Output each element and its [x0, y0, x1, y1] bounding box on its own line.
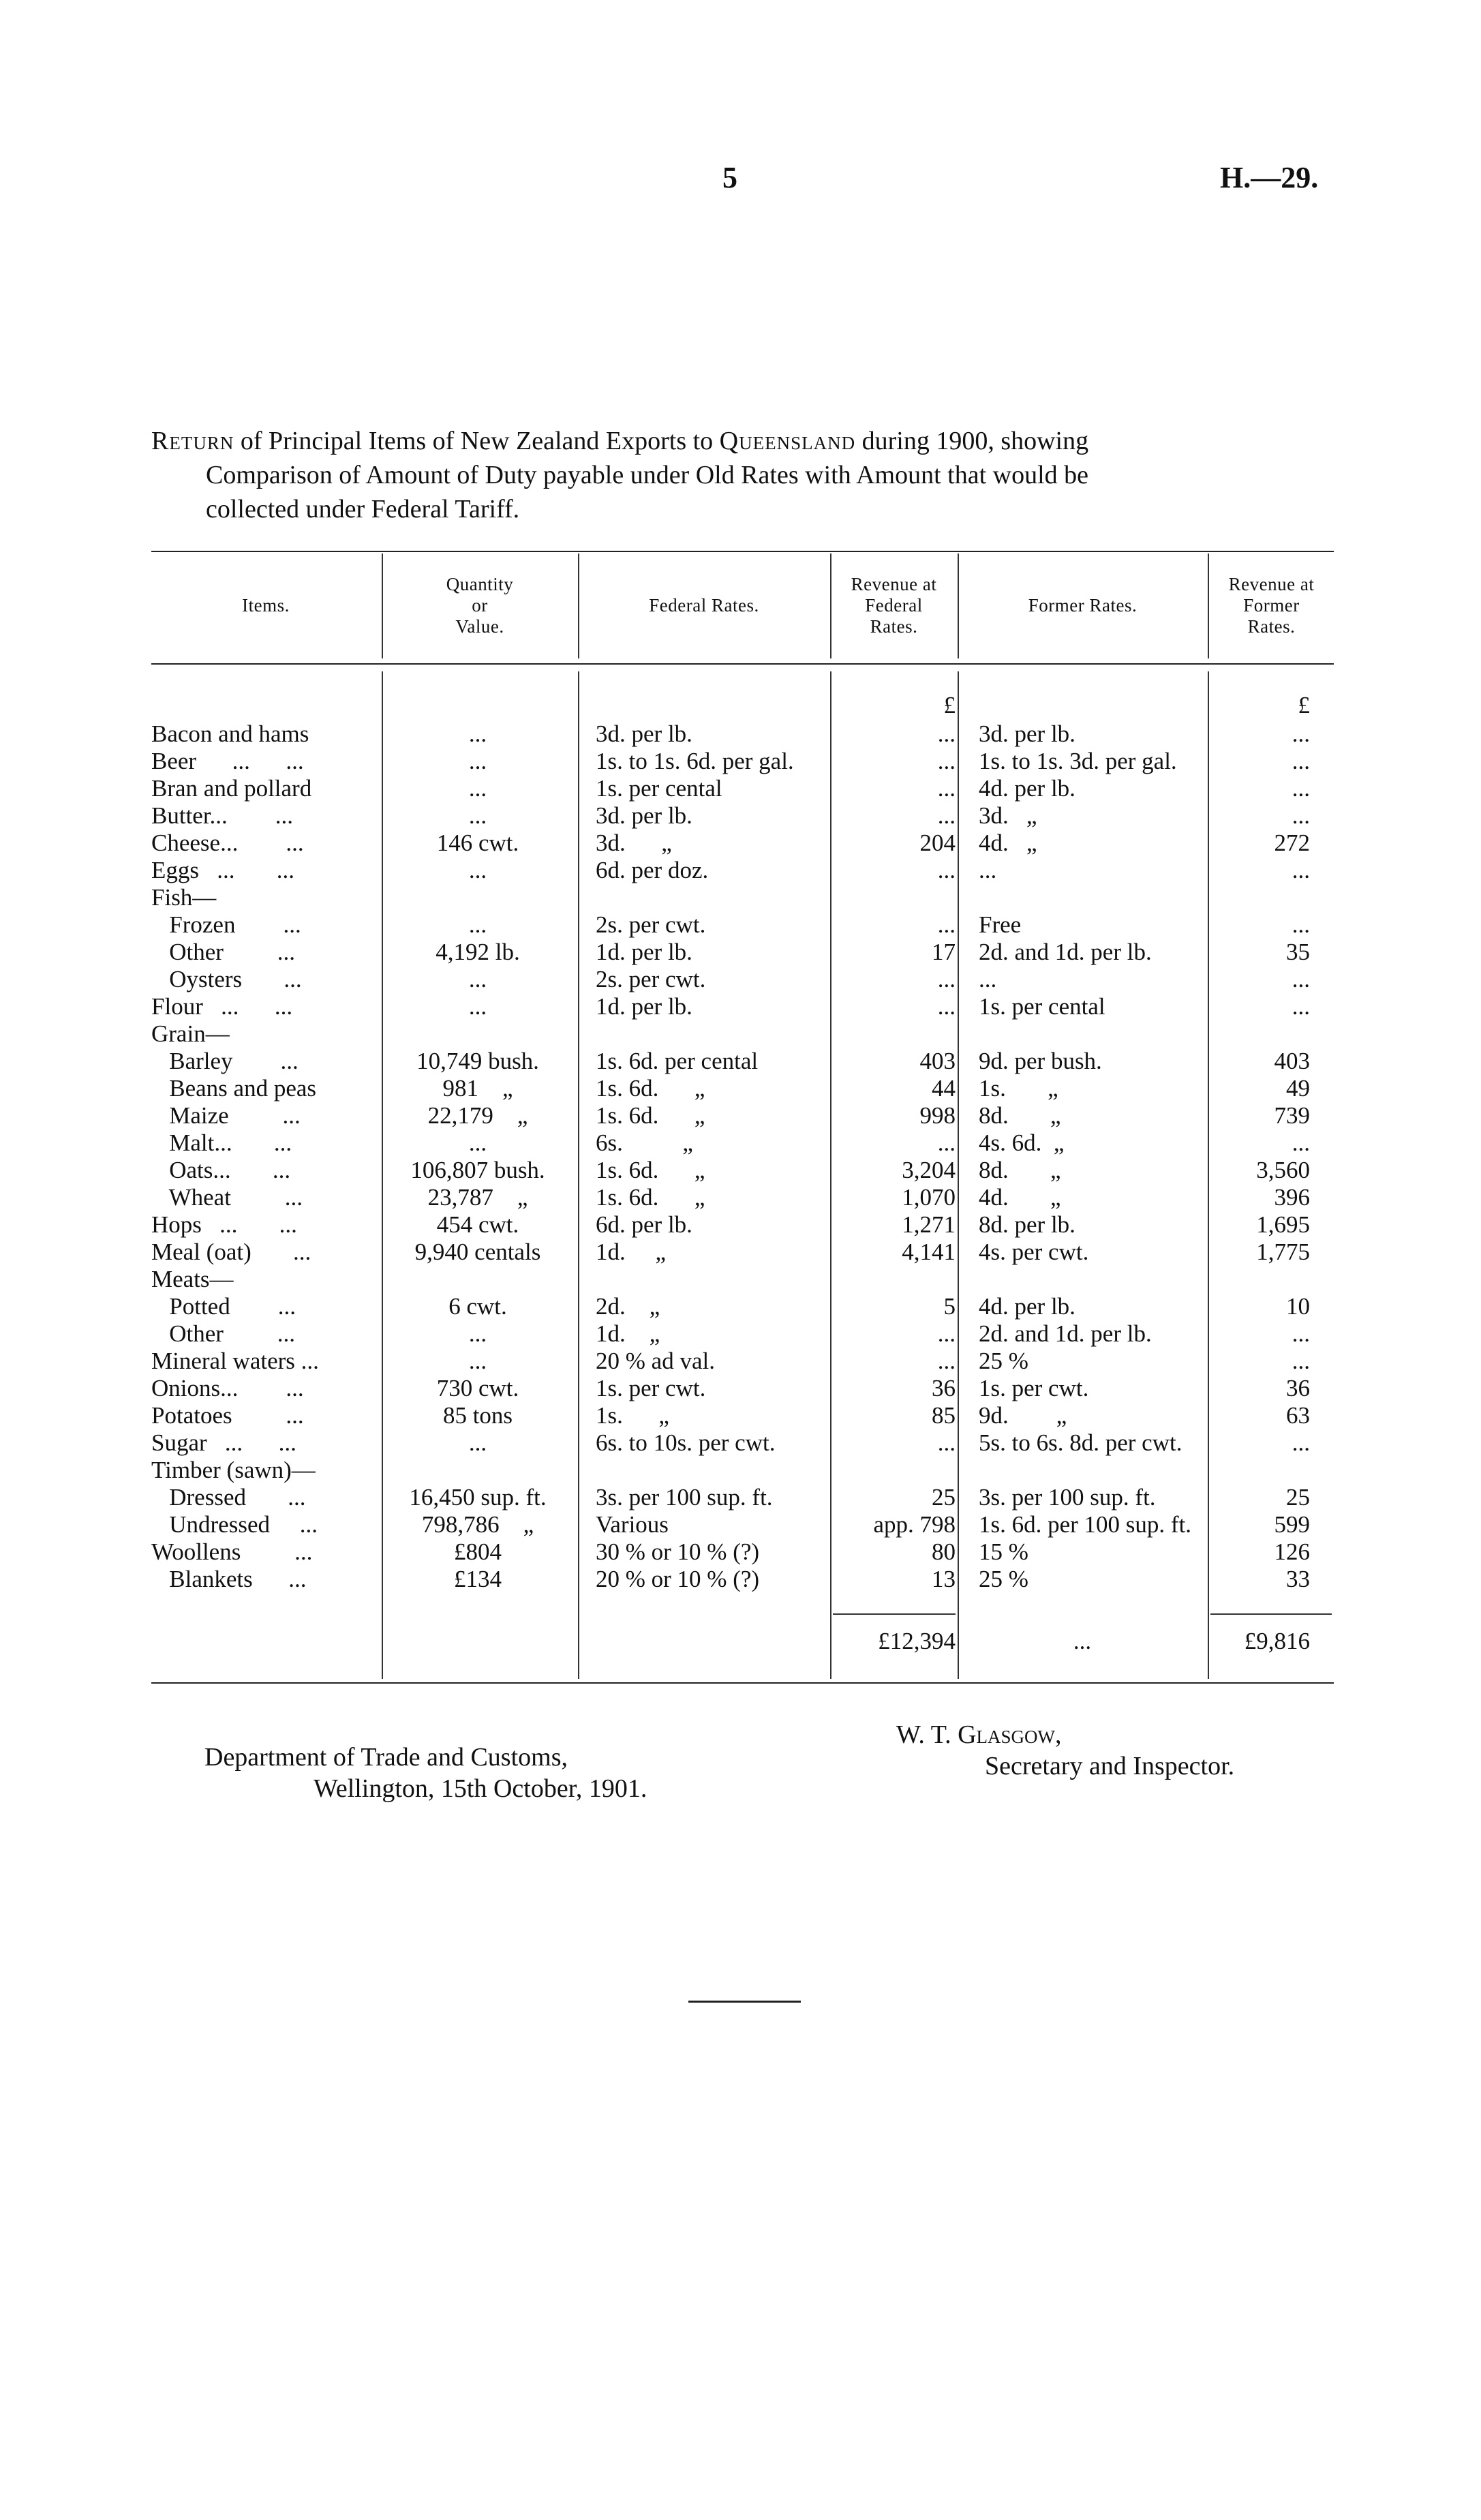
- cell-quantity: ...: [468, 857, 487, 883]
- cell-former-rate: 4d. „: [979, 830, 1037, 856]
- cell-federal-rate: 3d. per lb.: [596, 802, 692, 829]
- table-caption: [151, 424, 1334, 526]
- cell-item: Meats—: [151, 1266, 234, 1292]
- cell-revenue-federal: [831, 884, 956, 911]
- cell-former-rate: 8d. per lb.: [979, 1211, 1075, 1238]
- cell-item: Blankets ...: [151, 1566, 307, 1592]
- place-date-line: Wellington, 15th October, 1901.: [314, 1774, 647, 1803]
- cell-quantity: 16,450 sup. ft.: [409, 1484, 547, 1511]
- cell-quantity: 798,786 „: [421, 1511, 534, 1538]
- caption-destination: Queensland: [719, 427, 856, 455]
- cell-revenue-former: ...: [1292, 1429, 1310, 1456]
- cell-former-rate: [962, 884, 1219, 911]
- signature-block: [896, 1719, 1234, 1782]
- cell-former-rate: Free: [979, 911, 1022, 938]
- cell-former-rate: 1s. per cental: [979, 993, 1105, 1020]
- signatory-title: Secretary and Inspector.: [985, 1752, 1235, 1780]
- column-header-items: Items.: [242, 594, 290, 616]
- cell-former-rate: 25 %: [979, 1566, 1028, 1592]
- cell-item: Maize ...: [151, 1102, 301, 1129]
- cell-revenue-former: ...: [1292, 1348, 1310, 1374]
- cell-quantity: [383, 1266, 572, 1293]
- cell-item: Flour ... ...: [151, 993, 293, 1020]
- cell-federal-rate: 1s. 6d. „: [596, 1075, 705, 1102]
- cell-federal-rate: 1s. 6d. „: [596, 1157, 705, 1183]
- caption-text-2: during 1900, showing: [855, 427, 1089, 455]
- department-block: [204, 1742, 647, 1804]
- cell-quantity: 23,787 „: [427, 1184, 528, 1211]
- caption-lead: Return: [151, 427, 234, 455]
- cell-former-rate: 3s. per 100 sup. ft.: [979, 1484, 1156, 1511]
- cell-item: Fish—: [151, 884, 217, 911]
- cell-item: Beans and peas: [151, 1075, 317, 1102]
- cell-quantity: £134: [454, 1566, 502, 1592]
- cell-former-rate: 1s. „: [979, 1075, 1058, 1102]
- cell-former-rate: 9d. „: [979, 1402, 1067, 1429]
- cell-revenue-federal: 25: [932, 1484, 956, 1511]
- column-header-quantity: Quantity or Value.: [446, 573, 514, 637]
- cell-revenue-former: 35: [1286, 939, 1310, 965]
- cell-revenue-federal: ...: [937, 966, 956, 992]
- cell-federal-rate: 1s. to 1s. 6d. per gal.: [596, 748, 794, 774]
- cell-federal-rate: 1s. per cwt.: [596, 1375, 706, 1401]
- cell-revenue-former: ...: [1292, 720, 1310, 747]
- cell-former-rate: 4s. 6d. „: [979, 1129, 1065, 1156]
- cell-former-rate: 4d. per lb.: [979, 775, 1075, 802]
- cell-revenue-federal: 36: [932, 1375, 956, 1401]
- cell-item: Barley ...: [151, 1048, 299, 1074]
- cell-item: Eggs ... ...: [151, 857, 294, 883]
- cell-federal-rate: [579, 1020, 841, 1048]
- cell-item: Onions... ...: [151, 1375, 304, 1401]
- currency-symbol: £: [943, 692, 956, 718]
- cell-item: Frozen ...: [151, 911, 301, 938]
- cell-federal-rate: [579, 1266, 841, 1293]
- cell-federal-rate: 3d. „: [596, 830, 672, 856]
- cell-federal-rate: 30 % or 10 % (?): [596, 1538, 760, 1565]
- cell-item: Mineral waters ...: [151, 1348, 319, 1374]
- total-rule: [1210, 1613, 1332, 1615]
- cell-quantity: 10,749 bush.: [416, 1048, 539, 1074]
- cell-federal-rate: 3s. per 100 sup. ft.: [596, 1484, 773, 1511]
- cell-federal-rate: 6d. per lb.: [596, 1211, 692, 1238]
- cell-federal-rate: 1d. „: [596, 1320, 660, 1347]
- cell-item: Potatoes ...: [151, 1402, 304, 1429]
- cell-federal-rate: 2s. per cwt.: [596, 911, 706, 938]
- cell-quantity: ...: [468, 1320, 487, 1347]
- cell-federal-rate: 2d. „: [596, 1293, 660, 1320]
- cell-federal-rate: 1d. per lb.: [596, 939, 692, 965]
- cell-revenue-former: 10: [1286, 1293, 1310, 1320]
- cell-quantity: ...: [468, 748, 487, 774]
- cell-former-rate: 15 %: [979, 1538, 1028, 1565]
- cell-revenue-former: ...: [1292, 775, 1310, 802]
- cell-federal-rate: 1s. 6d. per cental: [596, 1048, 759, 1074]
- cell-item: Oats... ...: [151, 1157, 291, 1183]
- cell-revenue-federal: ...: [937, 1348, 956, 1374]
- cell-quantity: ...: [468, 775, 487, 802]
- cell-item: Bacon and hams: [151, 720, 309, 747]
- cell-revenue-former: [1210, 1020, 1310, 1048]
- cell-item: Sugar ... ...: [151, 1429, 296, 1456]
- cell-revenue-former: ...: [1292, 993, 1310, 1020]
- cell-federal-rate: [579, 884, 841, 911]
- cell-quantity: 9,940 centals: [414, 1239, 541, 1265]
- cell-revenue-former: ...: [1292, 802, 1310, 829]
- cell-revenue-federal: ...: [937, 911, 956, 938]
- cell-revenue-federal: 403: [919, 1048, 956, 1074]
- cell-quantity: ...: [468, 993, 487, 1020]
- cell-former-rate: 4s. per cwt.: [979, 1239, 1089, 1265]
- cell-revenue-former: [1210, 1457, 1310, 1484]
- cell-item: Undressed ...: [151, 1511, 318, 1538]
- cell-quantity: 4,192 lb.: [436, 939, 520, 965]
- cell-item: Hops ... ...: [151, 1211, 297, 1238]
- closing-rule: [688, 2001, 801, 2003]
- cell-revenue-federal: 204: [919, 830, 956, 856]
- cell-revenue-former: 403: [1274, 1048, 1310, 1074]
- cell-quantity: ...: [468, 966, 487, 992]
- column-header-revenue-federal: Revenue at Federal Rates.: [851, 573, 937, 637]
- cell-revenue-federal: 13: [932, 1566, 956, 1592]
- cell-revenue-former: ...: [1292, 1129, 1310, 1156]
- cell-revenue-federal: [831, 1457, 956, 1484]
- cell-revenue-federal: [831, 1266, 956, 1293]
- cell-former-rate: [962, 1457, 1219, 1484]
- cell-revenue-federal: ...: [937, 802, 956, 829]
- cell-revenue-former: [1210, 1266, 1310, 1293]
- cell-revenue-former: ...: [1292, 857, 1310, 883]
- cell-item: Butter... ...: [151, 802, 294, 829]
- cell-item: Other ...: [151, 1320, 295, 1347]
- cell-quantity: 146 cwt.: [436, 830, 519, 856]
- signatory-name: W. T. Glasgow,: [896, 1720, 1062, 1749]
- cell-former-rate: 9d. per bush.: [979, 1048, 1102, 1074]
- cell-item: Beer ... ...: [151, 748, 304, 774]
- currency-symbol: £: [1298, 692, 1310, 718]
- cell-revenue-former: 3,560: [1256, 1157, 1310, 1183]
- cell-former-rate: [962, 1020, 1219, 1048]
- cell-revenue-federal: 3,204: [902, 1157, 956, 1183]
- cell-quantity: ...: [468, 720, 487, 747]
- cell-revenue-federal: ...: [937, 1129, 956, 1156]
- cell-former-rate: 5s. to 6s. 8d. per cwt.: [979, 1429, 1182, 1456]
- cell-quantity: ...: [468, 1348, 487, 1374]
- cell-revenue-federal: 998: [919, 1102, 956, 1129]
- cell-former-rate: 1s. per cwt.: [979, 1375, 1089, 1401]
- cell-quantity: 6 cwt.: [448, 1293, 507, 1320]
- cell-former-rate: ...: [979, 966, 997, 992]
- cell-revenue-former: 33: [1286, 1566, 1310, 1592]
- cell-revenue-former: ...: [1292, 966, 1310, 992]
- cell-quantity: 22,179 „: [427, 1102, 528, 1129]
- cell-revenue-former: 1,775: [1256, 1239, 1310, 1265]
- cell-former-rate: ...: [979, 857, 997, 883]
- cell-quantity: [383, 1457, 572, 1484]
- cell-revenue-former: ...: [1292, 748, 1310, 774]
- page-number: 5: [722, 161, 737, 194]
- cell-revenue-former: 25: [1286, 1484, 1310, 1511]
- cell-revenue-former: 49: [1286, 1075, 1310, 1102]
- cell-revenue-former: 36: [1286, 1375, 1310, 1401]
- cell-revenue-federal: ...: [937, 1320, 956, 1347]
- cell-item: Grain—: [151, 1020, 230, 1047]
- cell-former-rate: 2d. and 1d. per lb.: [979, 939, 1152, 965]
- caption-text-1: of Principal Items of New Zealand Exports to: [234, 427, 720, 455]
- cell-quantity: ...: [468, 911, 487, 938]
- cell-revenue-federal: 44: [932, 1075, 956, 1102]
- total-revenue-former: £9,816: [1244, 1628, 1310, 1654]
- cell-revenue-federal: 17: [932, 939, 956, 965]
- column-header-former-rates: Former Rates.: [1028, 594, 1138, 616]
- header-bottom-rule: [151, 663, 1334, 665]
- cell-revenue-federal: app. 798: [873, 1511, 956, 1538]
- cell-item: Potted ...: [151, 1293, 296, 1320]
- cell-revenue-federal: ...: [937, 720, 956, 747]
- cell-revenue-federal: 1,070: [902, 1184, 956, 1211]
- cell-quantity: £804: [454, 1538, 502, 1565]
- cell-former-rate: 1s. to 1s. 3d. per gal.: [979, 748, 1177, 774]
- cell-former-rate: 8d. „: [979, 1102, 1061, 1129]
- cell-item: Oysters ...: [151, 966, 302, 992]
- cell-revenue-federal: 1,271: [902, 1211, 956, 1238]
- cell-revenue-former: 1,695: [1256, 1211, 1310, 1238]
- total-former-rates: ...: [1073, 1628, 1092, 1654]
- cell-item: Meal (oat) ...: [151, 1239, 311, 1265]
- cell-revenue-former: 396: [1274, 1184, 1310, 1211]
- cell-revenue-federal: 85: [932, 1402, 956, 1429]
- cell-quantity: 85 tons: [442, 1402, 513, 1429]
- cell-federal-rate: [579, 1457, 841, 1484]
- cell-revenue-former: ...: [1292, 1320, 1310, 1347]
- caption-line-3: collected under Federal Tariff.: [206, 495, 520, 523]
- cell-federal-rate: 6d. per doz.: [596, 857, 709, 883]
- cell-quantity: ...: [468, 1129, 487, 1156]
- cell-quantity: 981 „: [442, 1075, 513, 1102]
- cell-former-rate: 4d. „: [979, 1184, 1061, 1211]
- cell-revenue-federal: ...: [937, 857, 956, 883]
- cell-quantity: 730 cwt.: [436, 1375, 519, 1401]
- cell-revenue-federal: ...: [937, 748, 956, 774]
- cell-quantity: [383, 884, 572, 911]
- cell-item: Bran and pollard: [151, 775, 312, 802]
- cell-revenue-federal: ...: [937, 993, 956, 1020]
- cell-federal-rate: 1s. per cental: [596, 775, 722, 802]
- cell-former-rate: 8d. „: [979, 1157, 1061, 1183]
- table-top-rule: [151, 551, 1334, 552]
- cell-item: Dressed ...: [151, 1484, 306, 1511]
- cell-federal-rate: 6s. „: [596, 1129, 693, 1156]
- cell-federal-rate: 1s. 6d. „: [596, 1184, 705, 1211]
- table-bottom-rule: [151, 1682, 1334, 1684]
- cell-federal-rate: 1s. „: [596, 1402, 669, 1429]
- cell-item: Cheese... ...: [151, 830, 304, 856]
- cell-federal-rate: 3d. per lb.: [596, 720, 692, 747]
- cell-revenue-federal: ...: [937, 1429, 956, 1456]
- cell-quantity: 106,807 bush.: [410, 1157, 545, 1183]
- cell-revenue-federal: 80: [932, 1538, 956, 1565]
- total-revenue-federal: £12,394: [878, 1628, 956, 1654]
- cell-revenue-former: 739: [1274, 1102, 1310, 1129]
- document-reference: H.—29.: [1220, 161, 1319, 194]
- cell-item: Wheat ...: [151, 1184, 303, 1211]
- cell-former-rate: [962, 1266, 1219, 1293]
- cell-federal-rate: 20 % or 10 % (?): [596, 1566, 760, 1592]
- cell-former-rate: 4d. per lb.: [979, 1293, 1075, 1320]
- cell-federal-rate: 6s. to 10s. per cwt.: [596, 1429, 776, 1456]
- cell-quantity: ...: [468, 802, 487, 829]
- cell-federal-rate: 1s. 6d. „: [596, 1102, 705, 1129]
- cell-federal-rate: 1d. „: [596, 1239, 667, 1265]
- cell-federal-rate: 20 % ad val.: [596, 1348, 715, 1374]
- cell-former-rate: 3d. „: [979, 802, 1037, 829]
- column-header-revenue-former: Revenue at Former Rates.: [1228, 573, 1315, 637]
- cell-item: Woollens ...: [151, 1538, 313, 1565]
- cell-item: Other ...: [151, 939, 295, 965]
- cell-revenue-former: [1210, 884, 1310, 911]
- cell-revenue-former: 126: [1274, 1538, 1310, 1565]
- cell-revenue-federal: 4,141: [902, 1239, 956, 1265]
- cell-former-rate: 25 %: [979, 1348, 1028, 1374]
- cell-revenue-former: 272: [1274, 830, 1310, 856]
- cell-former-rate: 1s. 6d. per 100 sup. ft.: [979, 1511, 1192, 1538]
- column-divider: [958, 671, 959, 1679]
- cell-former-rate: 2d. and 1d. per lb.: [979, 1320, 1152, 1347]
- total-rule: [833, 1613, 956, 1615]
- column-header-federal-rates: Federal Rates.: [649, 594, 759, 616]
- cell-item: Malt... ...: [151, 1129, 292, 1156]
- cell-revenue-former: 599: [1274, 1511, 1310, 1538]
- caption-line-2: Comparison of Amount of Duty payable under Old Rates with Amount that would be: [206, 461, 1089, 489]
- cell-quantity: 454 cwt.: [436, 1211, 519, 1238]
- cell-quantity: [383, 1020, 572, 1048]
- cell-federal-rate: 2s. per cwt.: [596, 966, 706, 992]
- cell-revenue-former: ...: [1292, 911, 1310, 938]
- cell-revenue-former: 63: [1286, 1402, 1310, 1429]
- cell-revenue-federal: ...: [937, 775, 956, 802]
- cell-item: Timber (sawn)—: [151, 1457, 316, 1483]
- cell-quantity: ...: [468, 1429, 487, 1456]
- cell-revenue-federal: [831, 1020, 956, 1048]
- cell-federal-rate: 1d. per lb.: [596, 993, 692, 1020]
- cell-federal-rate: Various: [596, 1511, 669, 1538]
- department-line: Department of Trade and Customs,: [204, 1743, 568, 1772]
- cell-revenue-federal: 5: [943, 1293, 956, 1320]
- cell-former-rate: 3d. per lb.: [979, 720, 1075, 747]
